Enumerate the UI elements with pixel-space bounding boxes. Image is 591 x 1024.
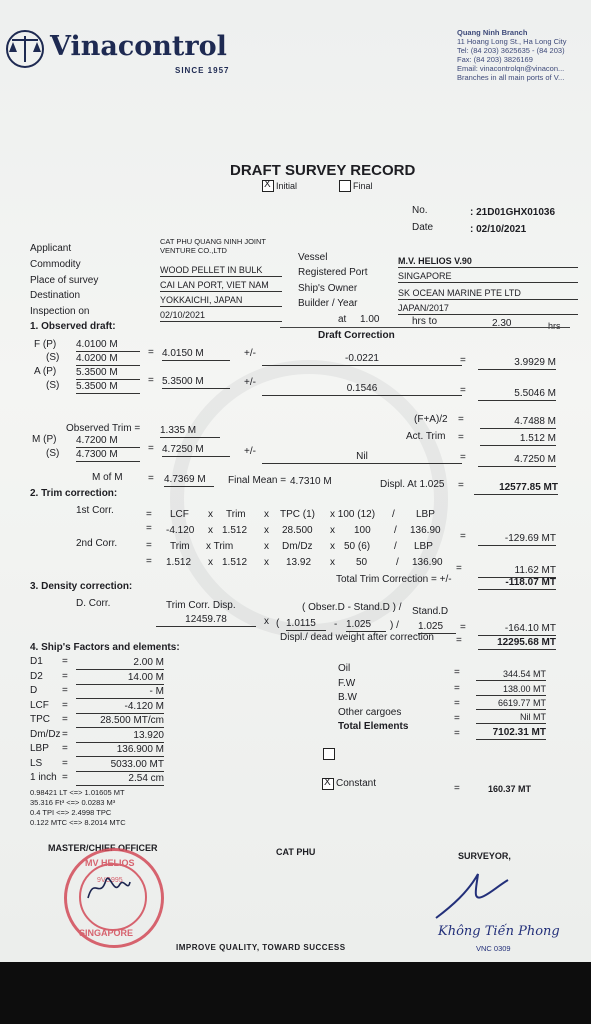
trim-r3-cell: x Trim [206, 541, 234, 552]
trim-heading: 2. Trim correction: [30, 488, 118, 499]
equals-sign: = [148, 443, 154, 454]
trim-corr-disp-value: 12459.78 [156, 614, 256, 627]
conversion-line: 35.316 Ft³ <=> 0.0283 M³ [30, 798, 116, 807]
trim-r1-cell: TPC (1) [280, 509, 315, 520]
constant-checkbox [322, 778, 334, 790]
at-label: at [338, 314, 347, 325]
other-cargoes-label: Other cargoes [338, 707, 402, 718]
factor-key: D [30, 685, 38, 696]
trim-r4-cell: 1.512 [222, 557, 248, 568]
equals-sign: = [460, 452, 466, 463]
factor-key: D1 [30, 656, 43, 667]
document-title: DRAFT SURVEY RECORD [230, 162, 416, 179]
branch-email: Email: vinacontrolqn@vinacon... [457, 64, 565, 73]
m-mean-value: 4.7250 M [162, 444, 230, 457]
equals-sign: = [62, 714, 68, 725]
fa2-value: 4.7488 M [480, 416, 556, 429]
equals-sign: = [458, 414, 464, 425]
equals-sign: = [456, 635, 462, 646]
fp-label: F (P) [34, 339, 57, 350]
a-corrected-value: 5.5046 M [478, 388, 556, 401]
total-trim-label: Total Trim Correction = +/- [336, 574, 452, 585]
initial-check-mark: X [264, 179, 271, 190]
trim-r1-cell: Trim [226, 509, 246, 520]
trim-r1-cell: LCF [170, 509, 189, 520]
trim-r4-cell: x [208, 557, 213, 568]
surveyor-signature-icon [432, 866, 512, 922]
density-heading: 3. Density correction: [30, 581, 133, 592]
trim-r3-cell: 50 (6) [344, 541, 371, 552]
oil-label: Oil [338, 663, 351, 674]
factor-key: Dm/Dz [30, 728, 61, 740]
other-cargoes-value: Nil MT [476, 711, 546, 724]
multiply-sign: x [264, 616, 269, 627]
equals-sign: = [146, 509, 152, 520]
equals-sign: = [460, 385, 466, 396]
inspection-value: 02/10/2021 [160, 309, 282, 322]
trim-r1-cell: x [264, 509, 269, 520]
displacement-value: 12577.85 MT [474, 482, 558, 495]
final-mean-value: 4.7310 M [290, 476, 332, 487]
equals-sign: = [62, 685, 68, 696]
trim-r2-cell: / [394, 525, 397, 536]
trim-r3-cell: / [394, 541, 397, 552]
equals-sign: = [460, 622, 466, 633]
final-mean-label: Final Mean = [228, 475, 287, 486]
trim-r2-cell: -4.120 [166, 525, 195, 536]
trim-r2-cell: x [330, 525, 335, 536]
equals-sign: = [454, 667, 460, 678]
trim-r3-cell: x [264, 541, 269, 552]
applicant-value: CAT PHU QUANG NINH JOINT VENTURE CO.,LTD [160, 237, 266, 255]
ref-date-value: : 02/10/2021 [470, 224, 527, 235]
factor-value: 14.00 M [76, 672, 164, 685]
destination-label: Destination [30, 290, 81, 301]
after-correction-value: 12295.68 MT [478, 637, 556, 650]
m-corrected-value: 4.7250 M [478, 454, 556, 467]
trim-r1-cell: x [208, 509, 213, 520]
trim-r2-cell: 100 [354, 525, 371, 536]
close-paren-slash: ) / [390, 620, 399, 631]
equals-sign: = [454, 713, 460, 724]
ref-no-value: : 21D01GHX01036 [470, 207, 556, 218]
equals-sign: = [454, 728, 460, 739]
obser-stand-label: ( Obser.D - Stand.D ) / [302, 602, 402, 613]
factor-key: LBP [30, 743, 49, 754]
initial-checkbox [262, 180, 274, 192]
after-correction-label: Displ./ dead weight after correction [280, 632, 434, 643]
branch-name: Quang Ninh Branch [457, 28, 528, 37]
stand-d-label: Stand.D [412, 606, 449, 617]
factor-value: 2.54 cm [76, 773, 164, 786]
commodity-label: Commodity [30, 259, 81, 270]
oil-value: 344.54 MT [476, 668, 546, 681]
master-label: MASTER/CHIEF OFFICER [48, 843, 158, 853]
fs-label: (S) [46, 352, 60, 363]
ref-no-label: No. [412, 205, 428, 216]
factor-value: 5033.00 MT [76, 759, 164, 772]
stand-d-value-2: 1.025 [418, 621, 456, 634]
trim-r2-cell: x [208, 525, 213, 536]
at-value: 1.00 [360, 314, 380, 325]
total-trim-value: -118.07 MT [478, 577, 556, 590]
company-since: SINCE 1957 [175, 66, 230, 75]
initial-label: Initial [276, 181, 298, 191]
surveyor-name: Không Tiến Phong [438, 924, 560, 939]
company-name: Vinacontrol [50, 31, 227, 62]
seal-top-text: MV HELIOS [85, 858, 135, 868]
factor-key: LCF [30, 699, 49, 711]
equals-sign: = [62, 772, 68, 783]
trim-r4-cell: 50 [356, 557, 368, 568]
draft-correction-label: Draft Correction [318, 330, 395, 341]
registered-port-value: SINGAPORE [398, 270, 578, 283]
equals-sign: = [456, 563, 462, 574]
first-corr-label: 1st Corr. [76, 505, 114, 516]
surveyor-code: VNC 0309 [476, 944, 511, 953]
equals-sign: = [62, 728, 68, 740]
owner-label: Ship's Owner [298, 283, 358, 294]
trim-r2-cell: 136.90 [410, 525, 441, 536]
as-label: (S) [46, 380, 60, 391]
place-value: CAI LAN PORT, VIET NAM [160, 279, 282, 292]
ms-label: (S) [46, 448, 60, 459]
density-result: -164.10 MT [478, 623, 556, 636]
equals-sign: = [458, 432, 464, 443]
seal-no-text: 9VG995 [97, 877, 123, 884]
trim-r4-cell: x [330, 557, 335, 568]
factor-value: 28.500 MT/cm [76, 715, 164, 728]
trim-corr-disp-label: Trim Corr. Disp. [166, 600, 236, 611]
f-mean-value: 4.0150 M [162, 348, 230, 361]
conversion-line: 0.4 TPI <=> 2.4998 TPC [30, 808, 112, 817]
hrs-to-label: hrs to [412, 316, 438, 327]
final-label: Final [353, 181, 373, 191]
vinacontrol-logo-icon [4, 28, 46, 70]
pm-sign-1: +/- [244, 348, 256, 359]
conversion-line: 0.98421 LT <=> 1.01605 MT [30, 788, 125, 797]
equals-sign: = [148, 375, 154, 386]
equals-sign: = [460, 531, 466, 542]
equals-sign: = [148, 473, 154, 484]
stand-d-value: 1.025 [346, 619, 386, 632]
equals-sign: = [454, 683, 460, 694]
commodity-value: WOOD PELLET IN BULK [160, 264, 282, 277]
a-mean-value: 5.3500 M [162, 376, 230, 389]
to-value: 2.30 [492, 318, 512, 329]
factor-value: 136.900 M [76, 744, 164, 757]
pm-sign-2: +/- [244, 377, 256, 388]
obser-d-value: 1.0115 [286, 618, 326, 631]
trim-r4-cell: x [264, 557, 269, 568]
equals-sign: = [148, 347, 154, 358]
act-trim-label: Act. Trim [406, 431, 446, 442]
branch-tel: Tel: (84 203) 3625635 - (84 203) [457, 46, 565, 55]
final-checkbox [339, 180, 351, 192]
total-elements-value: 7102.31 MT [476, 727, 546, 740]
equals-sign: = [458, 480, 464, 491]
equals-sign: = [460, 355, 466, 366]
master-signature-icon [84, 870, 134, 906]
factor-value: -4.120 M [76, 701, 164, 714]
trim-r3-cell: Dm/Dz [282, 541, 313, 552]
bw-label: B.W [338, 692, 357, 703]
second-corr-label: 2nd Corr. [76, 538, 118, 549]
constant-label: Constant [336, 778, 377, 789]
watermark-emblem [170, 360, 448, 638]
equals-sign: = [146, 556, 152, 567]
cat-phu-label: CAT PHU [276, 847, 316, 857]
builder-value: JAPAN/2017 [398, 302, 578, 315]
equals-sign: = [62, 670, 68, 682]
observed-trim-label: Observed Trim = [66, 423, 141, 434]
seal-bottom-text: SINGAPORE [79, 928, 134, 938]
owner-value: SK OCEAN MARINE PTE LTD [398, 287, 578, 300]
conversion-line: 0.122 MTC <=> 8.2014 MTC [30, 818, 126, 827]
total-elements-label: Total Elements [338, 721, 409, 732]
fa2-label: (F+A)/2 [414, 414, 448, 425]
trim-r3-cell: Trim [170, 541, 190, 552]
m-correction-value: Nil [262, 451, 462, 464]
factor-value: 13.920 [76, 730, 164, 743]
constant-value: 160.37 MT [488, 784, 532, 794]
f-corrected-value: 3.9929 M [478, 357, 556, 370]
equals-sign: = [62, 743, 68, 754]
constant-check-mark: X [324, 777, 331, 788]
trim-r1-cell: LBP [416, 509, 435, 520]
surveyor-label: SURVEYOR, [458, 851, 511, 861]
pm-sign-3: +/- [244, 446, 256, 457]
equals-sign: = [454, 783, 460, 794]
fp-value: 4.0100 M [76, 339, 140, 352]
applicant-label: Applicant [30, 243, 72, 254]
open-paren: ( [276, 618, 280, 629]
observed-trim-value: 1.335 M [160, 425, 220, 438]
f-correction-value: -0.0221 [262, 353, 462, 366]
fs-value: 4.0200 M [76, 353, 140, 366]
trim-r3-cell: LBP [414, 541, 433, 552]
as-value: 5.3500 M [76, 381, 140, 394]
inspection-label: Inspection on [30, 306, 90, 317]
footer-slogan: IMPROVE QUALITY, TOWARD SUCCESS [176, 943, 346, 952]
destination-value: YOKKAICHI, JAPAN [160, 294, 282, 307]
displacement-label: Displ. At 1.025 [380, 479, 445, 490]
equals-sign: = [454, 698, 460, 709]
second-corr-result: 11.62 MT [478, 565, 556, 578]
trim-r2-cell: x [264, 525, 269, 536]
mp-label: M (P) [32, 434, 57, 445]
factor-key: LS [30, 757, 43, 769]
branch-address: 11 Hoang Long St., Ha Long City [457, 37, 567, 46]
ref-date-label: Date [412, 222, 434, 233]
minus-sign: - [334, 619, 338, 630]
ap-value: 5.3500 M [76, 367, 140, 380]
hrs-label: hrs [548, 321, 561, 331]
time-underline [280, 327, 570, 328]
vessel-label: Vessel [298, 252, 328, 263]
equals-sign: = [146, 540, 152, 551]
trim-r4-cell: 13.92 [286, 557, 312, 568]
equals-sign: = [62, 699, 68, 711]
branch-fax: Fax: (84 203) 3826169 [457, 55, 533, 64]
mofm-label: M of M [92, 472, 123, 483]
a-correction-value: 0.1546 [262, 383, 462, 396]
trim-r4-cell: 1.512 [166, 557, 192, 568]
fw-value: 138.00 MT [476, 683, 546, 696]
branch-network: Branches in all main ports of V... [457, 73, 565, 82]
trim-r1-cell: / [392, 509, 395, 520]
equals-sign: = [62, 656, 68, 667]
observed-heading: 1. Observed draft: [30, 321, 116, 332]
place-label: Place of survey [30, 275, 99, 286]
trim-r4-cell: / [396, 557, 399, 568]
factor-key: TPC [30, 714, 50, 725]
trim-r2-cell: 1.512 [222, 525, 248, 536]
fw-label: F.W [338, 678, 356, 689]
factor-key: 1 inch [30, 772, 57, 783]
builder-label: Builder / Year [298, 298, 358, 309]
equals-sign: = [62, 757, 68, 769]
act-trim-value: 1.512 M [480, 433, 556, 446]
trim-r2-cell: 28.500 [282, 525, 313, 536]
vessel-value: M.V. HELIOS V.90 [398, 255, 578, 268]
mp-value: 4.7200 M [76, 435, 140, 448]
mofm-value: 4.7369 M [164, 474, 214, 487]
dcorr-label: D. Corr. [76, 598, 111, 609]
ms-value: 4.7300 M [76, 449, 140, 462]
ap-label: A (P) [34, 366, 57, 377]
bw-value: 6619.77 MT [476, 697, 546, 710]
factor-value: - M [76, 686, 164, 699]
equals-sign: = [146, 523, 152, 534]
trim-r1-cell: x 100 (12) [330, 509, 376, 520]
factors-heading: 4. Ship's Factors and elements: [30, 642, 180, 653]
first-corr-result: -129.69 MT [478, 533, 556, 546]
trim-r3-cell: x [330, 541, 335, 552]
trim-r4-cell: 136.90 [412, 557, 443, 568]
empty-checkbox [323, 748, 335, 760]
registered-port-label: Registered Port [298, 267, 368, 278]
factor-value: 2.00 M [76, 657, 164, 670]
factor-key: D2 [30, 670, 43, 682]
